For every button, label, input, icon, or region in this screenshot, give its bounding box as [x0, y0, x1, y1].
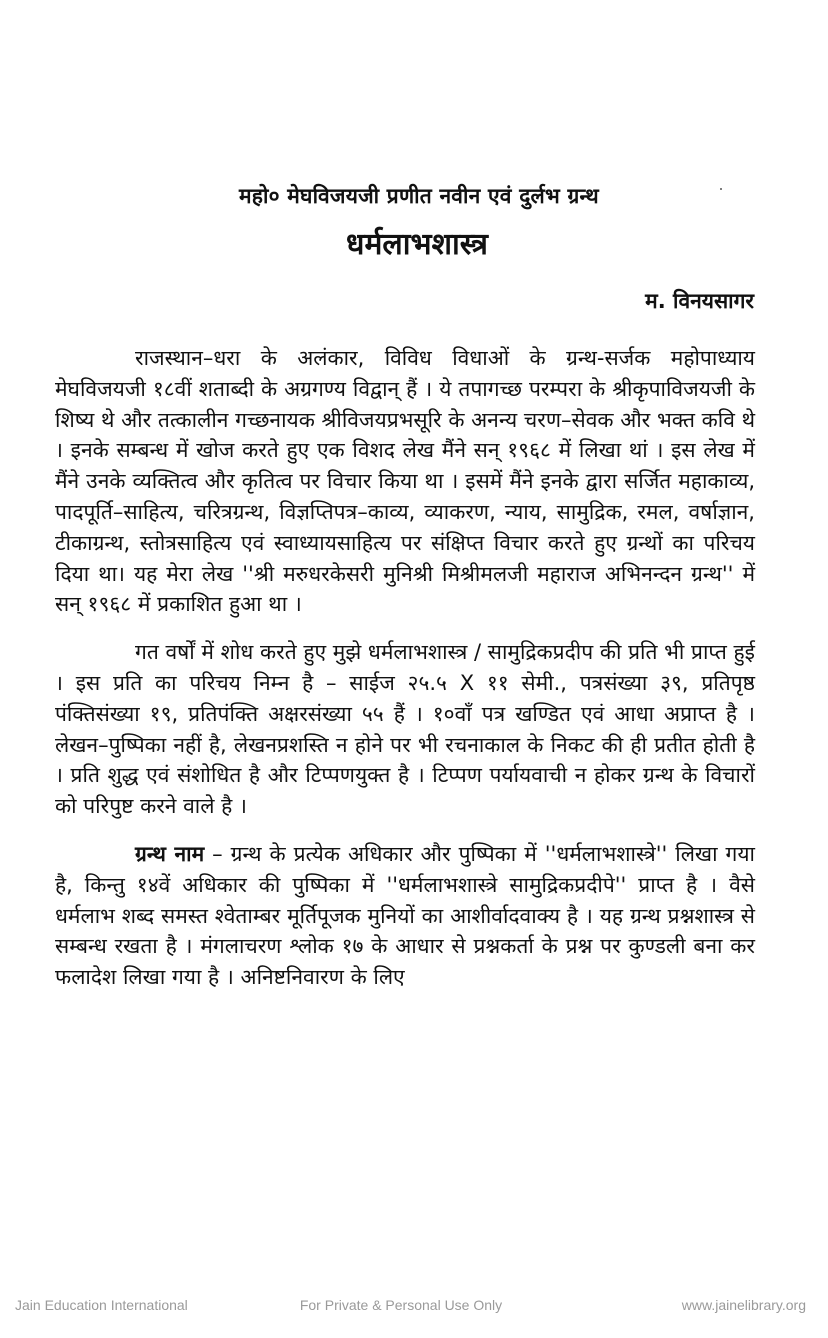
page-footer: [0, 1297, 828, 1317]
paragraph-manuscript-description: [55, 637, 755, 822]
footer-publisher: Jain Education International: [15, 1297, 188, 1313]
paragraph-granth-naam: [55, 839, 755, 993]
paragraph-text: – ग्रन्थ के प्रत्येक अधिकार और पुष्पिका में ''धर्मलाभशास्त्रे'' लिखा गया है, किन्तु १४वें अधिकार की पुष्पिका में ''धर्मलाभशास्त्रे सामुद्रिकप्रदीपे'' प्राप्त है । वैसे धर्मलाभ शब्द समस्त श्वेताम्बर मूर्तिपूजक मुनियों का आशीर्वादवाक्य है । यह ग्रन्थ प्रश्नशास्त्र से सम्बन्ध रखता है । मंगलाचरण श्लोक १७ के आधार से प्रश्नकर्ता के प्रश्न पर कुण्डली बना कर फलादेश लिखा गया है । अनिष्टनिवारण के लिए: [55, 841, 755, 990]
footer-website: www.jainelibrary.org: [681, 1297, 806, 1313]
paragraph-intro: [55, 343, 755, 620]
author-name: म. विनयसागर: [645, 289, 754, 313]
article-body: [55, 343, 755, 1010]
paragraph-text: गत वर्षों में शोध करते हुए मुझे धर्मलाभशास्त्र / सामुद्रिकप्रदीप की प्रति भी प्राप्त हुई । इस प्रति का परिचय निम्न है – साईज २५.५ X ११ सेमी., पत्रसंख्या ३९, प्रतिपृष्ठ पंक्तिसंख्या १९, प्रतिपंक्ति अक्षरसंख्या ५५ हैं । १०वाँ पत्र खण्डित एवं आधा अप्राप्त है । लेखन–पुष्पिका नहीं है, लेखनप्रशस्ति न होने पर भी रचनाकाल के निकट की ही प्रतीत होती है । प्रति शुद्ध एवं संशोधित है और टिप्पणयुक्त है । टिप्पण पर्यायवाची न होकर ग्रन्थ के विचारों को परिपुष्ट करने वाले है ।: [55, 640, 755, 819]
article-supertitle: महो० मेघविजयजी प्रणीत नवीन एवं दुर्लभ ग्रन्थ: [239, 184, 599, 208]
footer-usage-note: For Private & Personal Use Only: [299, 1297, 503, 1313]
article-title: धर्मलाभशास्त्र: [346, 227, 488, 262]
paragraph-lead-heading: ग्रन्थ नाम: [135, 841, 205, 866]
scan-speck: [720, 188, 722, 190]
paragraph-text: राजस्थान–धरा के अलंकार, विविध विधाओं के ग्रन्थ-सर्जक महोपाध्याय मेघविजयजी १८वीं शताब्दी के अग्रगण्य विद्वान् हैं । ये तपागच्छ परम्परा के श्रीकृपाविजयजी के शिष्य थे और तत्कालीन गच्छनायक श्रीविजयप्रभसूरि के अनन्य चरण–सेवक और भक्त कवि थे । इनके सम्बन्ध में खोज करते हुए एक विशद लेख मैंने सन् १९६८ में लिखा थां । इस लेख में मैंने उनके व्यक्तित्व और कृतित्व पर विचार किया था । इसमें मैंने इनके द्वारा सर्जित महाकाव्य, पादपूर्ति–साहित्य, चरित्रग्रन्थ, विज्ञप्तिपत्र–काव्य, व्याकरण, न्याय, सामुद्रिक, रमल, वर्षाज्ञान, टीकाग्रन्थ, स्तोत्रसाहित्य एवं स्वाध्यायसाहित्य पर संक्षिप्त विचार करते हुए ग्रन्थों का परिचय दिया था। यह मेरा लेख ''श्री मरुधरकेसरी मुनिश्री मिश्रीमलजी महाराज अभिनन्दन ग्रन्थ'' में सन् १९६८ में प्रकाशित हुआ था ।: [55, 346, 755, 617]
